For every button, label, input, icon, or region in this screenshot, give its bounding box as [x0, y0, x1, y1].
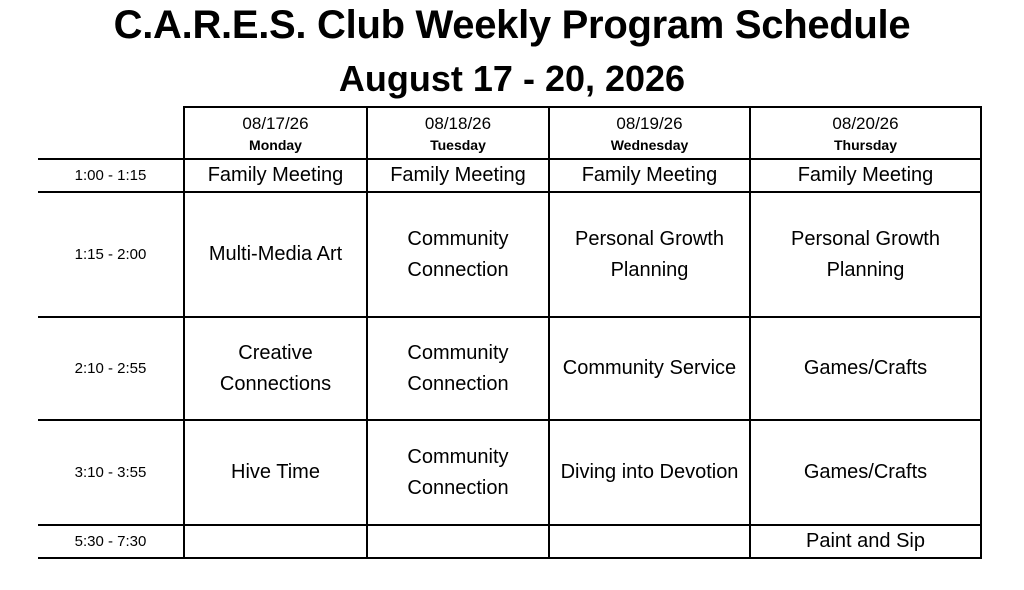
time-slot: 2:10 - 2:55	[38, 317, 184, 420]
activity-cell: Hive Time	[184, 420, 367, 525]
activity-cell: Family Meeting	[750, 159, 981, 192]
activity-cell: Games/Crafts	[750, 317, 981, 420]
column-header-wednesday	[549, 107, 750, 159]
activity-cell: Multi-Media Art	[184, 192, 367, 317]
table-row	[38, 192, 981, 317]
table-row	[38, 317, 981, 420]
table-row	[38, 159, 981, 192]
schedule-table	[38, 106, 982, 559]
activity-cell: Games/Crafts	[750, 420, 981, 525]
column-header-tuesday	[367, 107, 549, 159]
date-range-subtitle: August 17 - 20, 2026	[338, 58, 686, 99]
activity-cell: Personal Growth Planning	[549, 192, 750, 317]
table-row	[38, 420, 981, 525]
corner-cell	[38, 107, 184, 159]
activity-cell: Paint and Sip	[750, 525, 981, 558]
time-slot: 1:15 - 2:00	[38, 192, 184, 317]
page-title: C.A.R.E.S. Club Weekly Program Schedule	[113, 3, 911, 47]
activity-cell: Community Service	[549, 317, 750, 420]
activity-cell: Family Meeting	[184, 159, 367, 192]
column-header-monday	[184, 107, 367, 159]
column-date: 08/17/26	[242, 114, 309, 133]
activity-cell: Community Connection	[367, 420, 549, 525]
column-day: Thursday	[833, 137, 897, 153]
column-header-thursday	[750, 107, 981, 159]
activity-cell	[549, 525, 750, 558]
header-row	[38, 107, 981, 159]
activity-cell	[367, 525, 549, 558]
column-date: 08/19/26	[616, 114, 683, 133]
activity-cell: Family Meeting	[549, 159, 750, 192]
time-slot: 1:00 - 1:15	[38, 159, 184, 192]
activity-cell: Diving into Devotion	[549, 420, 750, 525]
table-row	[38, 525, 981, 558]
activity-cell	[184, 525, 367, 558]
time-slot: 5:30 - 7:30	[38, 525, 184, 558]
activity-cell: Community Connection	[367, 317, 549, 420]
activity-cell: Family Meeting	[367, 159, 549, 192]
time-slot: 3:10 - 3:55	[38, 420, 184, 525]
activity-cell: Creative Connections	[184, 317, 367, 420]
column-day: Monday	[249, 137, 302, 153]
column-day: Tuesday	[430, 137, 486, 153]
column-date: 08/18/26	[424, 114, 492, 133]
column-day: Wednesday	[610, 137, 689, 153]
activity-cell: Personal Growth Planning	[750, 192, 981, 317]
activity-cell: Community Connection	[367, 192, 549, 317]
column-date: 08/20/26	[832, 114, 899, 133]
